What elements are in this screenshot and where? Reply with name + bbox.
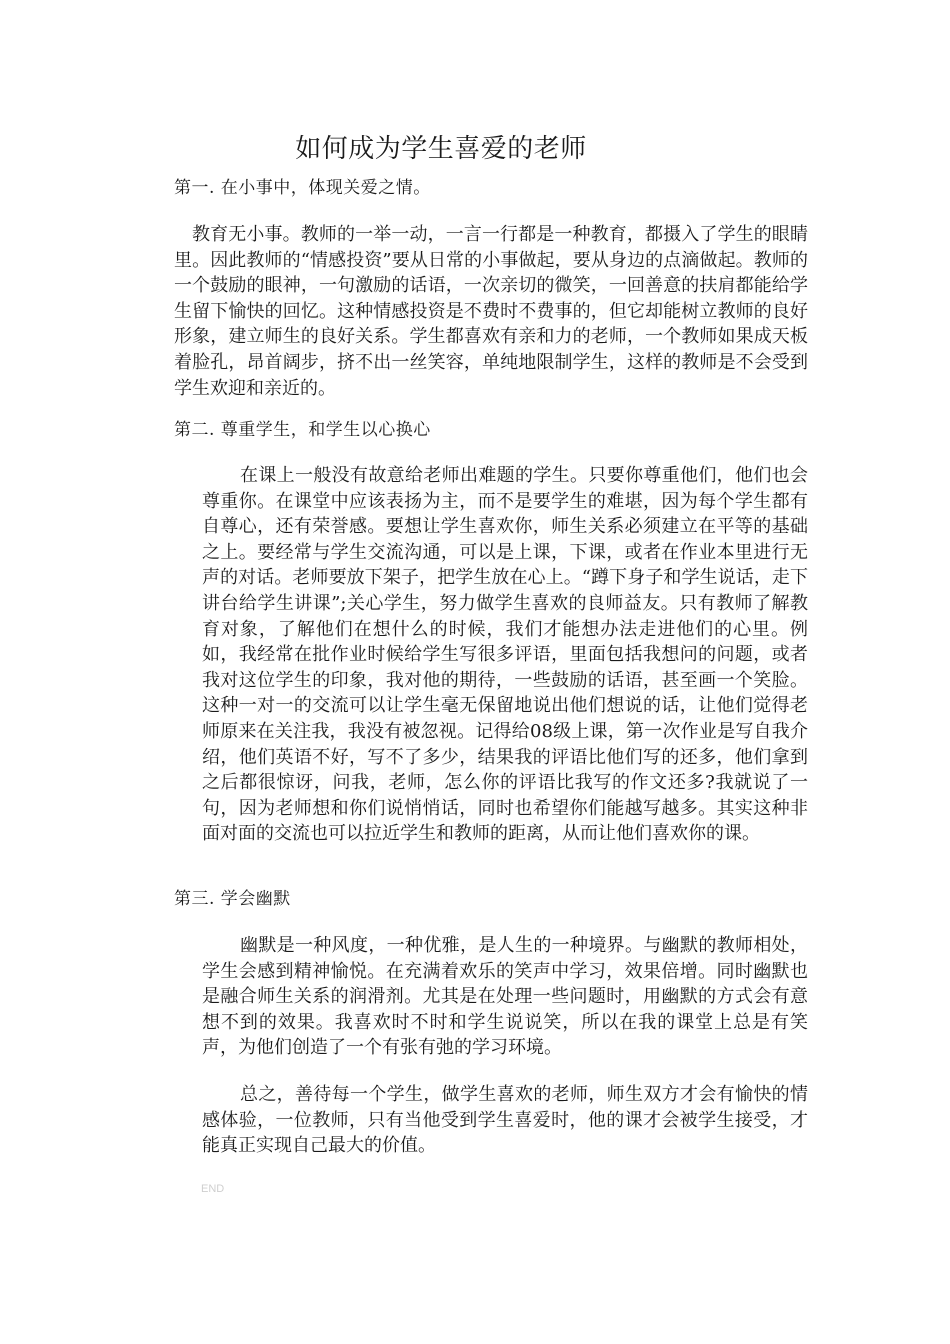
end-marker: END — [201, 1183, 225, 1195]
section-2-paragraph: 在课上一般没有故意给老师出难题的学生。只要你尊重他们，他们也会尊重你。在课堂中应该表扬为主，而不是要学生的难堪，因为每个学生都有自尊心，还有荣誉感。要想让学生喜欢你，师生关系必须建立在平等的基础之上。要经常与学生交流沟通，可以是上课，下课，或者在作业本里进行无声的对话。老师要放下架子，把学生放在心上。“蹲下身子和学生说话，走下讲台给学生讲课”;关心学生，努力做学生喜欢的良师益友。只有教师了解教育对象，了解他们在想什么的时候，我们才能想办法走进他们的心里。例如，我经常在批作业时候给学生写很多评语，里面包括我想问的问题，或者我对这位学生的印象，我对他的期待，一些鼓励的话语，甚至画一个笑脸。这种一对一的交流可以让学生毫无保留地说出他们想说的话，让他们觉得老师原来在关注我，我没有被忽视。记得给08级上课，第一次作业是写自我介绍，他们英语不好，写不了多少，结果我的评语比他们写的还多，他们拿到之后都很惊讶，问我，老师，怎么你的评语比我写的作文还多?我就说了一句，因为老师想和你们说悄悄话，同时也希望你们能越写越多。其实这种非面对面的交流也可以拉近学生和教师的距离，从而让他们喜欢你的课。 — [202, 465, 808, 845]
conclusion-paragraph: 总之，善待每一个学生，做学生喜欢的老师，师生双方才会有愉快的情感体验，一位教师，只有当他受到学生喜爱时，他的课才会被学生接受，才能真正实现自己最大的价值。 — [202, 1084, 808, 1157]
section-heading-1: 第一. 在小事中，体现关爱之情。 — [174, 178, 431, 198]
section-heading-2: 第二. 尊重学生，和学生以心换心 — [174, 420, 431, 440]
section-heading-3: 第三. 学会幽默 — [174, 889, 291, 909]
section-1-paragraph: 教育无小事。教师的一举一动，一言一行都是一种教育，都摄入了学生的眼睛里。因此教师的“情感投资”要从日常的小事做起，要从身边的点滴做起。教师的一个鼓励的眼神，一句激励的话语，一次亲切的微笑，一回善意的扶肩都能给学生留下愉快的回忆。这种情感投资是不费时不费事的，但它却能树立教师的良好形象，建立师生的良好关系。学生都喜欢有亲和力的老师，一个教师如果成天板着脸孔，昂首阔步，挤不出一丝笑容，单纯地限制学生，这样的教师是不会受到学生欢迎和亲近的。 — [174, 224, 808, 399]
document-title: 如何成为学生喜爱的老师 — [295, 134, 587, 164]
section-3-paragraph: 幽默是一种风度，一种优雅，是人生的一种境界。与幽默的教师相处，学生会感到精神愉悦。在充满着欢乐的笑声中学习，效果倍增。同时幽默也是融合师生关系的润滑剂。尤其是在处理一些问题时，用幽默的方式会有意想不到的效果。我喜欢时不时和学生说说笑，所以在我的课堂上总是有笑声，为他们创造了一个有张有弛的学习环境。 — [202, 935, 808, 1059]
